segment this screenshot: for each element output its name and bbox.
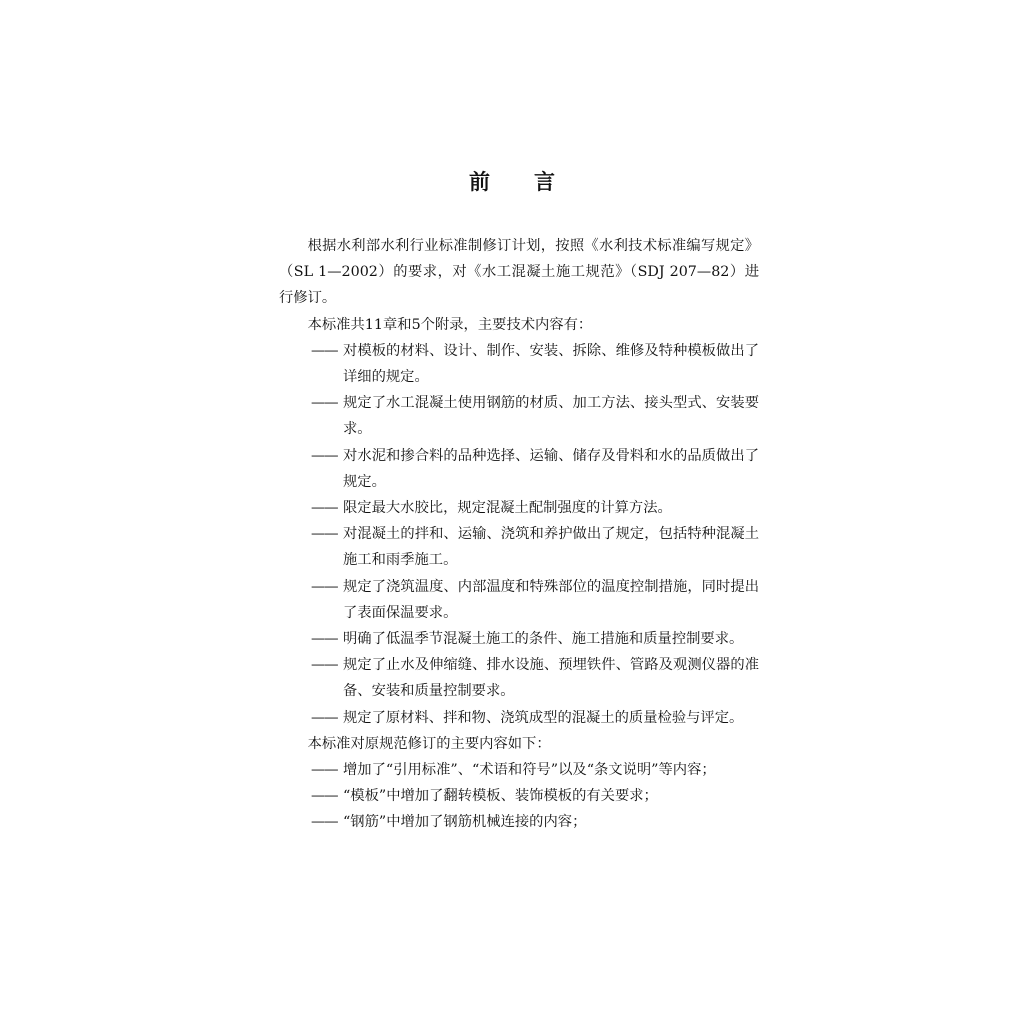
list-item-text: 对水泥和掺合料的品种选择、运输、储存及骨料和水的品质做出了规定。 [343, 447, 759, 490]
list-item-text: 明确了低温季节混凝土施工的条件、施工措施和质量控制要求。 [343, 631, 744, 648]
list-dash: —— [311, 578, 338, 595]
list-item-text: 规定了浇筑温度、内部温度和特殊部位的温度控制措施，同时提出了表面保温要求。 [343, 578, 759, 621]
list-item [279, 809, 759, 835]
list-dash: —— [311, 788, 338, 805]
paragraph: 根据水利部水利行业标准制修订计划，按照《水利技术标准编写规定》（SL 1—2002）的要求，对《水工混凝土施工规范》（SDJ 207—82）进行修订。 [279, 238, 759, 307]
paragraph: 本标准对原规范修订的主要内容如下： [307, 735, 551, 752]
list-dash: —— [311, 395, 338, 412]
list-item-text: 规定了止水及伸缩缝、排水设施、预埋铁件、管路及观测仪器的准备、安装和质量控制要求。 [343, 657, 759, 700]
list-dash: —— [311, 447, 338, 464]
list-item-text: 规定了水工混凝土使用钢筋的材质、加工方法、接头型式、安装要求。 [343, 395, 759, 438]
list-item [279, 495, 759, 521]
list-dash: —— [311, 762, 338, 779]
list-item [279, 574, 759, 626]
list-item-text: 增加了“引用标准”、“术语和符号”以及“条文说明”等内容； [343, 762, 716, 779]
list-dash: —— [311, 526, 338, 543]
list-dash: —— [311, 657, 338, 674]
list-item [279, 390, 759, 442]
list-item [279, 757, 759, 783]
list-dash: —— [311, 500, 338, 517]
list-item-text: 对模板的材料、设计、制作、安装、拆除、维修及特种模板做出了详细的规定。 [343, 342, 759, 386]
list-item [279, 652, 759, 704]
list-item [279, 338, 759, 390]
list-item-text: “钢筋”中增加了钢筋机械连接的内容； [343, 814, 587, 831]
page-title [0, 166, 1024, 196]
document-body [279, 233, 759, 836]
list-dash: —— [311, 631, 338, 648]
list-item-text: 规定了原材料、拌和物、浇筑成型的混凝土的质量检验与评定。 [343, 709, 744, 726]
list-item [279, 626, 759, 652]
title-char-1: 前 [469, 170, 490, 194]
list-item-text: 限定最大水胶比，规定混凝土配制强度的计算方法。 [343, 500, 672, 517]
list-dash: —— [311, 342, 338, 359]
list-item [279, 783, 759, 809]
list-item-text: “模板”中增加了翻转模板、装饰模板的有关要求； [343, 788, 658, 805]
list-dash: —— [311, 814, 338, 831]
list-item-text: 对混凝土的拌和、运输、浇筑和养护做出了规定，包括特种混凝土施工和雨季施工。 [343, 526, 759, 569]
list-item [279, 705, 759, 731]
list-item [279, 521, 759, 573]
list-item [279, 443, 759, 495]
paragraph: 本标准共11章和5个附录，主要技术内容有： [307, 316, 593, 333]
title-char-2: 言 [534, 170, 555, 194]
list-dash: —— [311, 709, 338, 726]
